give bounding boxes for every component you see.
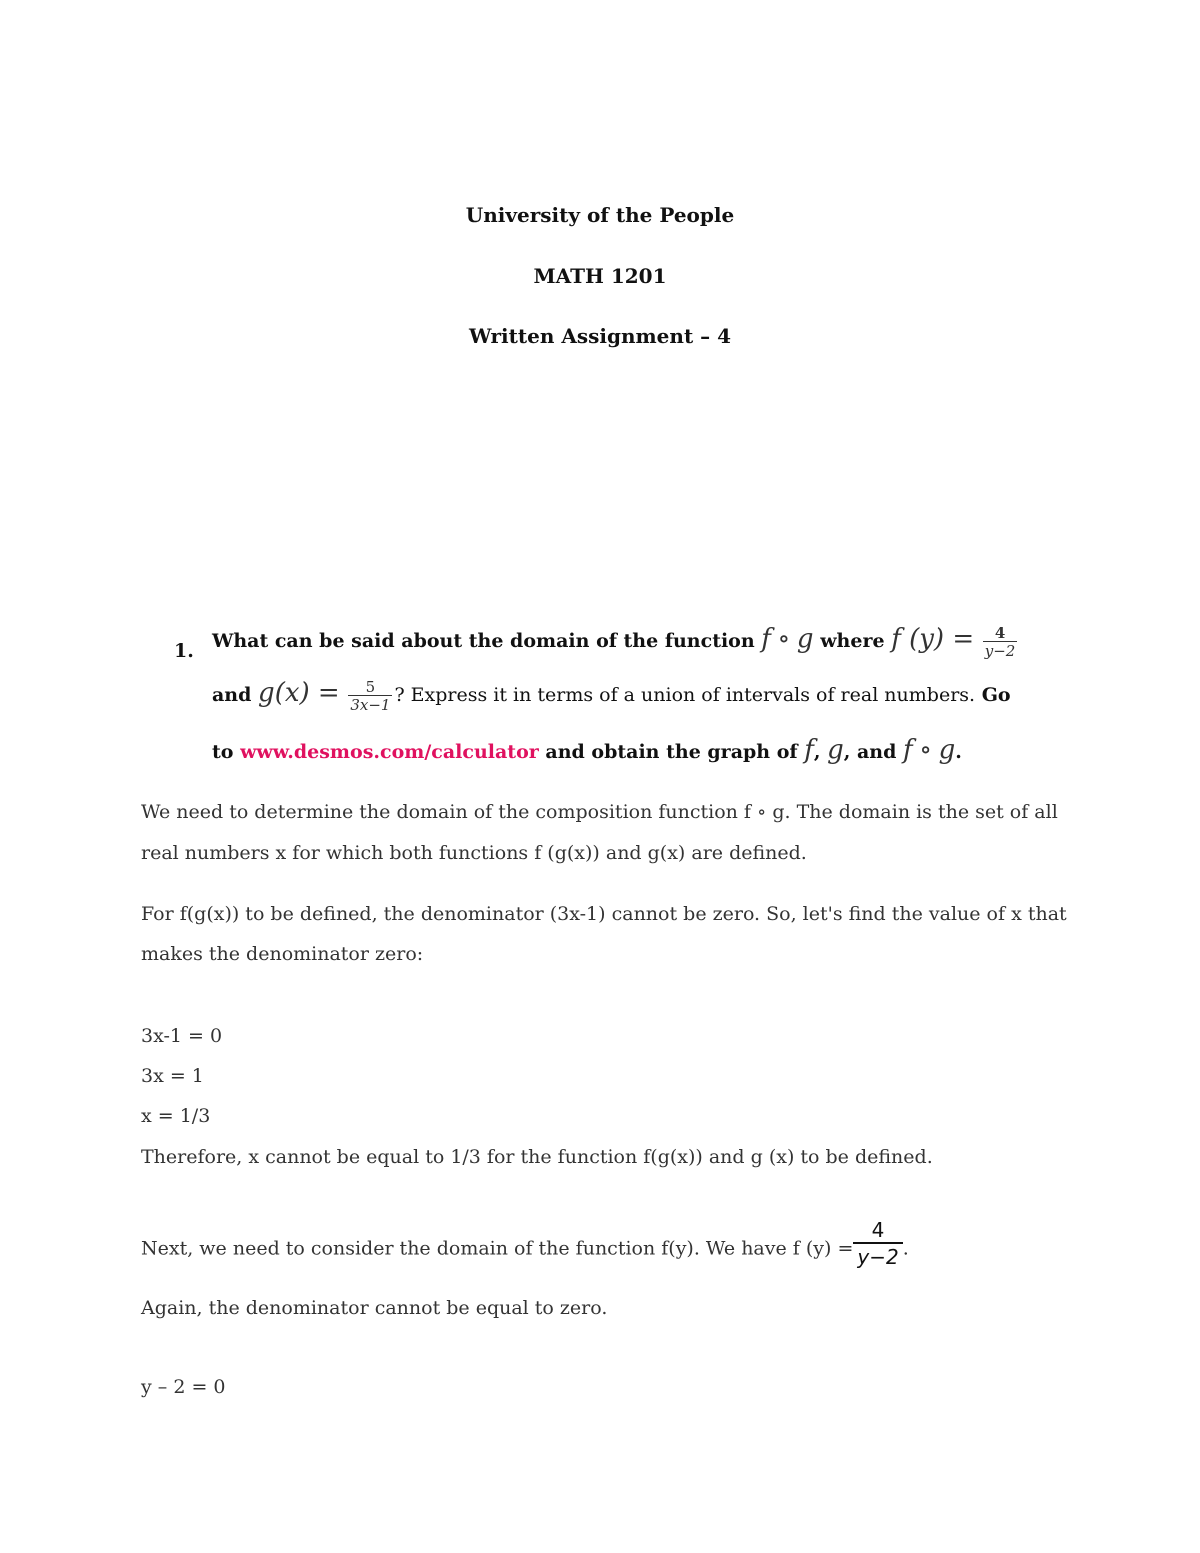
question-number: 1.: [174, 640, 194, 662]
math-g-graph: g: [827, 735, 844, 765]
desmos-link[interactable]: www.desmos.com/calculator: [240, 741, 539, 763]
gx-denominator: 3x−1: [350, 695, 391, 714]
math-f-compose: f: [903, 735, 913, 765]
equation-3: x = 1/3: [141, 1105, 211, 1127]
therefore-sentence: Therefore, x cannot be equal to 1/3 for the function f(g(x)) and g (x) to be defined.: [141, 1146, 933, 1168]
gx-numerator: 5: [365, 677, 376, 696]
course-title: MATH 1201: [533, 264, 667, 288]
question-text: What can be said about the domain of the function: [212, 630, 755, 652]
math-gx-label: g(x) =: [258, 678, 340, 708]
question-line-2-text: ? Express it in terms of a union of intervals of real numbers.: [394, 684, 976, 706]
paragraph-2-line-1: For f(g(x)) to be defined, the denominator (3x-1) cannot be zero. So, let's find the value of x that: [141, 903, 1067, 925]
next-denominator: y−2: [853, 1242, 902, 1267]
next-sentence: [141, 1218, 909, 1273]
math-f-graph: f: [804, 735, 814, 765]
math-compose-graph: ∘: [919, 735, 932, 765]
paragraph-1-line-1: We need to determine the domain of the composition function f ∘ g. The domain is the set of all: [141, 801, 1058, 823]
to-word: to: [212, 741, 234, 763]
period: .: [955, 741, 962, 763]
math-g: g: [796, 624, 814, 654]
math-g-compose: g: [938, 735, 956, 765]
math-fy-label: f (y) =: [891, 624, 975, 654]
assignment-title: Written Assignment – 4: [468, 324, 732, 348]
paragraph-1-line-2: real numbers x for which both functions f (g(x)) and g(x) are defined.: [141, 842, 807, 864]
fy-fraction: [983, 623, 1018, 660]
comma: ,: [813, 741, 821, 763]
equation-4: y – 2 = 0: [141, 1376, 226, 1398]
next-numerator: 4: [871, 1218, 885, 1242]
university-title: University of the People: [465, 203, 735, 227]
go-word: Go: [981, 684, 1011, 706]
gx-fraction: [348, 677, 392, 714]
equation-2: 3x = 1: [141, 1065, 204, 1087]
again-sentence: Again, the denominator cannot be equal to zero.: [141, 1297, 608, 1319]
math-compose: ∘: [777, 624, 791, 654]
question-line-2: [212, 678, 1011, 713]
next-period: .: [902, 1237, 909, 1260]
next-text: Next, we need to consider the domain of the function f(y). We have f (y) =: [141, 1237, 854, 1260]
fy-denominator: y−2: [984, 641, 1016, 660]
question-line-3-text: and obtain the graph of: [545, 741, 798, 763]
equation-1: 3x-1 = 0: [141, 1025, 223, 1047]
question-line-3: [212, 735, 962, 765]
where-word: where: [820, 630, 885, 652]
paragraph-2-line-2: makes the denominator zero:: [141, 943, 424, 965]
and-graph-word: , and: [843, 741, 897, 763]
and-word: and: [212, 684, 252, 706]
question-line-1: [212, 624, 1019, 659]
next-fraction: [853, 1220, 902, 1267]
math-f: f: [761, 624, 771, 654]
fy-numerator: 4: [994, 623, 1006, 642]
